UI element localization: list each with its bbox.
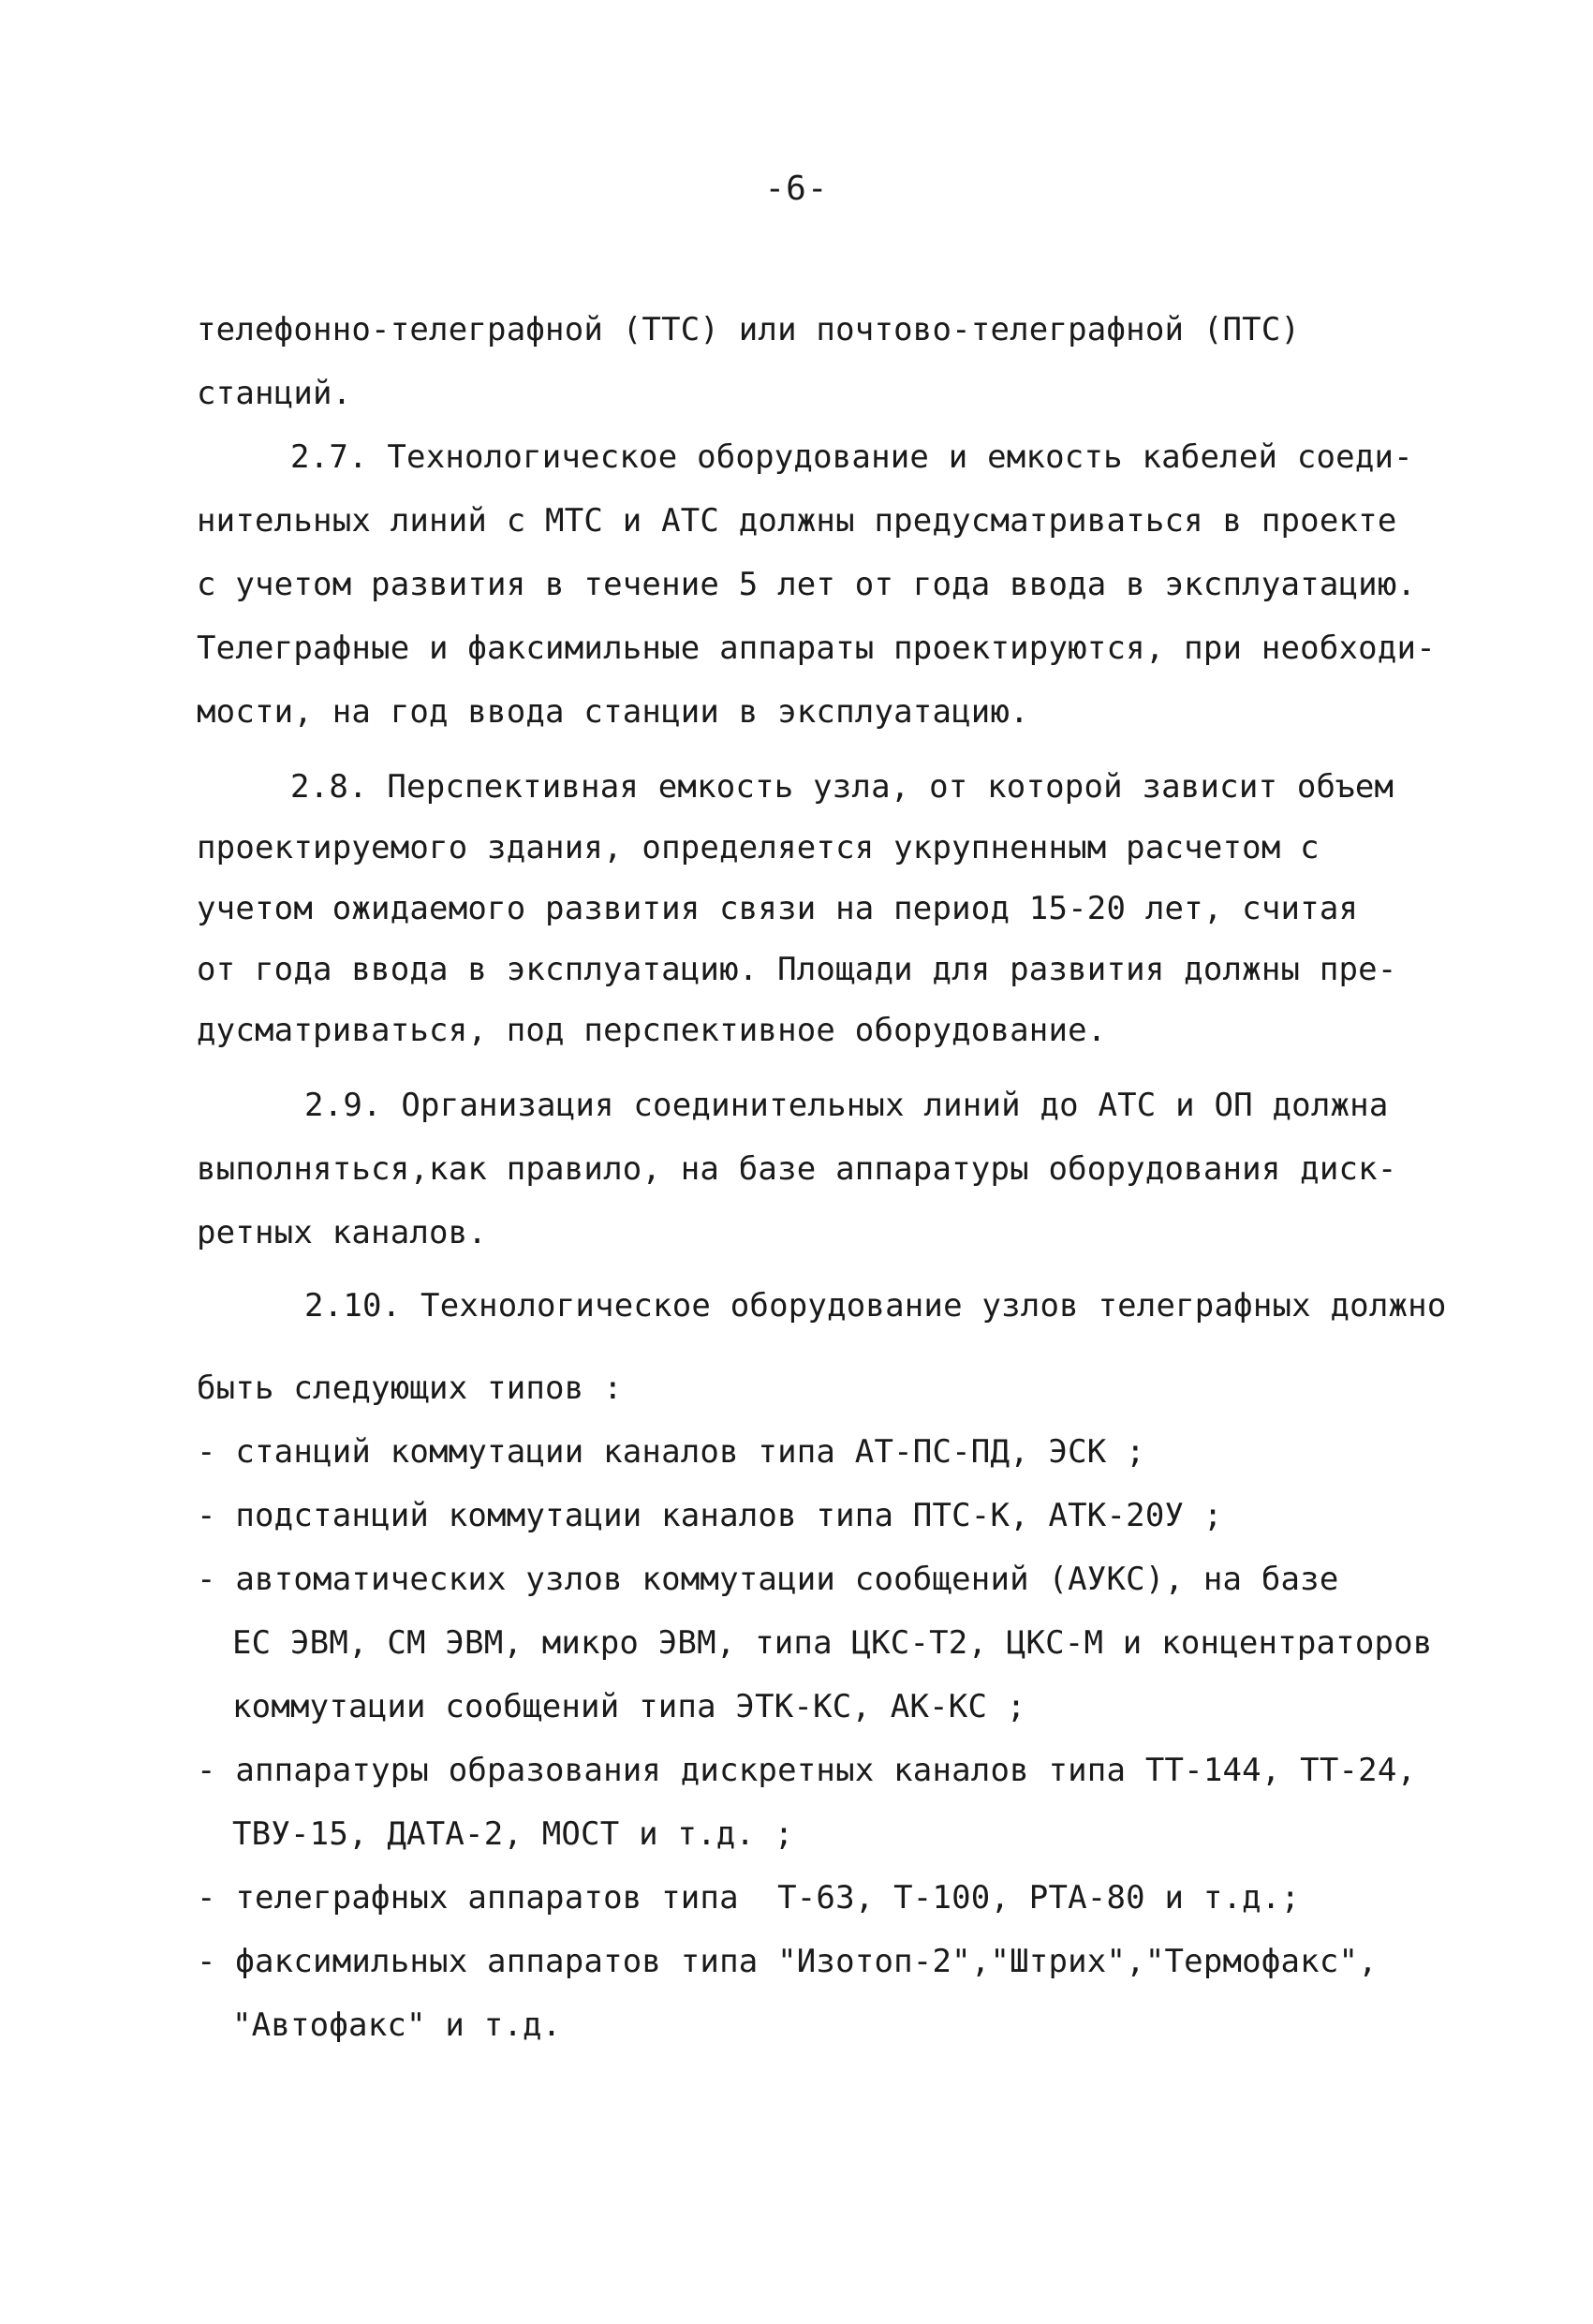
page-number: -6- [764, 170, 829, 208]
list-item-continuation: коммутации сообщений типа ЭТК-КС, АК-КС ; [232, 1688, 1026, 1725]
paragraph-2-10-line: 2.10. Технологическое оборудование узлов телеграфных должно [304, 1287, 1447, 1325]
paragraph-2-8-line: 2.8. Перспективная емкость узла, от которой зависит объем [290, 768, 1394, 806]
list-item: - автоматических узлов коммутации сообщений (АУКС), на базе [197, 1561, 1339, 1598]
text-line: Телеграфные и факсимильные аппараты проектируются, при необходи- [197, 629, 1436, 667]
text-line: телефонно-телеграфной (ТТС) или почтово-телеграфной (ПТС) [197, 311, 1301, 348]
text-line: ретных каналов. [197, 1214, 488, 1251]
list-item-continuation: ТВУ-15, ДАТА-2, МОСТ и т.д. ; [232, 1815, 794, 1853]
paragraph-2-7-line: 2.7. Технологическое оборудование и емкость кабелей соеди- [290, 438, 1413, 476]
list-item: - аппаратуры образования дискретных каналов типа ТТ-144, ТТ-24, [197, 1752, 1417, 1789]
list-item-continuation: "Автофакс" и т.д. [232, 2006, 562, 2044]
text-line: нительных линий с МТС и АТС должны предусматриваться в проекте [197, 502, 1397, 540]
text-line: станций. [197, 375, 352, 412]
paragraph-2-9-line: 2.9. Организация соединительных линий до АТС и ОП должна [304, 1087, 1389, 1124]
list-item-continuation: ЕС ЭВМ, СМ ЭВМ, микро ЭВМ, типа ЦКС-Т2, ЦКС-М и концентраторов [232, 1624, 1433, 1662]
text-line: быть следующих типов : [197, 1369, 623, 1407]
list-item: - подстанций коммутации каналов типа ПТС-К, АТК-20У ; [197, 1497, 1223, 1534]
list-item: - станций коммутации каналов типа АТ-ПС-ПД, ЭСК ; [197, 1433, 1145, 1471]
text-line: выполняться,как правило, на базе аппаратуры оборудования диск- [197, 1150, 1397, 1188]
text-line: учетом ожидаемого развития связи на период 15-20 лет, считая [197, 890, 1359, 927]
text-line: от года ввода в эксплуатацию. Площади для развития должны пре- [197, 951, 1397, 988]
text-line: дусматриваться, под перспективное оборудование. [197, 1012, 1107, 1049]
text-line: с учетом развития в течение 5 лет от года ввода в эксплуатацию. [197, 566, 1417, 603]
text-line: мости, на год ввода станции в эксплуатацию. [197, 693, 1029, 731]
list-item: - факсимильных аппаратов типа "Изотоп-2","Штрих","Термофакс", [197, 1943, 1378, 1980]
list-item: - телеграфных аппаратов типа Т-63, Т-100, РТА-80 и т.д.; [197, 1879, 1301, 1917]
text-line: проектируемого здания, определяется укрупненным расчетом с [197, 829, 1320, 866]
